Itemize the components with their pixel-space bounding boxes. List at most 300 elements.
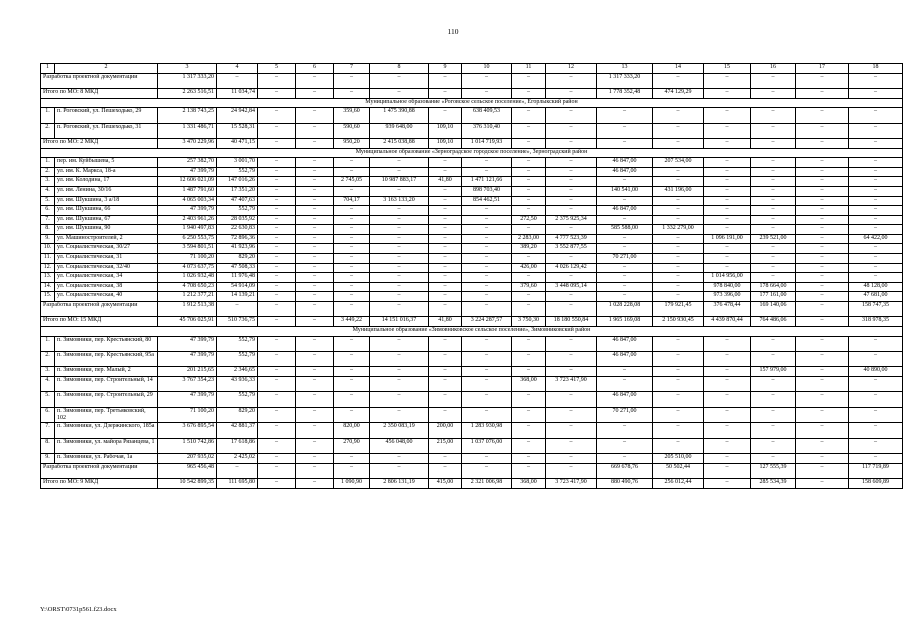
table-cell: – xyxy=(429,196,462,206)
table-cell: – xyxy=(370,463,429,478)
table-cell: 270,90 xyxy=(334,438,370,453)
table-cell: – xyxy=(597,138,653,148)
table-cell: – xyxy=(653,234,704,244)
table-cell: 41 923,96 xyxy=(217,244,258,254)
table-cell: – xyxy=(462,352,512,367)
table-cell: – xyxy=(597,123,653,138)
table-cell: – xyxy=(334,234,370,244)
table-cell: – xyxy=(296,108,334,123)
table-cell: – xyxy=(258,206,296,216)
table-cell: – xyxy=(653,423,704,438)
table-cell: – xyxy=(546,336,597,351)
table-cell: 1 026 932,48 xyxy=(158,273,217,283)
table-cell: 764 486,06 xyxy=(751,317,796,327)
table-cell: – xyxy=(258,138,296,148)
table-cell: – xyxy=(429,336,462,351)
row-address: ул. им. Шукшина, 90 xyxy=(55,225,158,235)
table-cell: 3 767 354,23 xyxy=(158,377,217,392)
table-cell: – xyxy=(512,167,546,177)
table-cell: – xyxy=(512,123,546,138)
table-cell: 17 351,20 xyxy=(217,186,258,196)
table-cell: – xyxy=(849,215,903,225)
table-cell: 117 719,89 xyxy=(849,463,903,478)
table-cell: – xyxy=(849,177,903,187)
table-cell: – xyxy=(704,138,751,148)
table-cell: – xyxy=(546,123,597,138)
table-cell: 590,60 xyxy=(334,123,370,138)
table-cell: 1 778 352,48 xyxy=(597,88,653,98)
table-cell: – xyxy=(751,423,796,438)
table-cell: 10 542 899,35 xyxy=(158,478,217,488)
table-cell: 1 940 497,83 xyxy=(158,225,217,235)
table-cell: – xyxy=(370,234,429,244)
table-cell: – xyxy=(849,167,903,177)
table-cell: 939 648,00 xyxy=(370,123,429,138)
table-cell: – xyxy=(334,186,370,196)
table-cell: 4 439 870,44 xyxy=(704,317,751,327)
table-cell: – xyxy=(796,336,849,351)
table-cell: 376 478,44 xyxy=(704,302,751,317)
table-cell: 638 409,53 xyxy=(462,108,512,123)
table-cell: – xyxy=(462,244,512,254)
table-cell: 2 350 083,19 xyxy=(370,423,429,438)
table-cell: – xyxy=(796,407,849,422)
table-cell: 456 048,00 xyxy=(370,438,429,453)
table-cell: 178 664,00 xyxy=(751,282,796,292)
table-cell: – xyxy=(796,254,849,264)
row-number: 1. xyxy=(41,108,55,123)
table-cell: – xyxy=(849,377,903,392)
row-label: Итого по МО: 15 МКД xyxy=(41,317,158,327)
table-cell: – xyxy=(258,254,296,264)
table-cell: – xyxy=(597,177,653,187)
table-cell: – xyxy=(751,167,796,177)
table-cell: – xyxy=(334,407,370,422)
table-cell: 46 847,00 xyxy=(597,167,653,177)
table-cell: – xyxy=(597,423,653,438)
table-cell: – xyxy=(334,206,370,216)
row-number: 3. xyxy=(41,367,55,377)
table-cell: 28 035,92 xyxy=(217,215,258,225)
table-cell: – xyxy=(849,438,903,453)
table-cell: 2 138 743,25 xyxy=(158,108,217,123)
table-cell: – xyxy=(796,88,849,98)
table-cell: – xyxy=(512,158,546,168)
table-cell: – xyxy=(258,352,296,367)
table-cell: – xyxy=(429,167,462,177)
table-cell: – xyxy=(370,206,429,216)
row-address: п. Зимовники, пер. Строительный, 29 xyxy=(55,392,158,407)
row-address: ул. Социалистическая, 34 xyxy=(55,273,158,283)
table-row xyxy=(41,292,903,302)
row-number: 9. xyxy=(41,453,55,463)
table-cell: – xyxy=(462,254,512,264)
table-cell: – xyxy=(296,263,334,273)
table-cell: – xyxy=(796,453,849,463)
table-cell: – xyxy=(546,186,597,196)
table-cell: 109,10 xyxy=(429,138,462,148)
table-cell: – xyxy=(429,73,462,88)
table-cell: – xyxy=(370,282,429,292)
table-cell: – xyxy=(512,196,546,206)
table-cell: – xyxy=(546,423,597,438)
table-cell: – xyxy=(849,123,903,138)
row-address: п. Роговский, ул. Пешеходько, 31 xyxy=(55,123,158,138)
table-cell: – xyxy=(370,302,429,317)
row-address: ул. Социалистическая, 38 xyxy=(55,282,158,292)
table-cell: 3 224 287,57 xyxy=(462,317,512,327)
table-cell: – xyxy=(334,215,370,225)
table-cell: 46 847,00 xyxy=(597,392,653,407)
table-cell: 2 415 038,88 xyxy=(370,138,429,148)
table-cell: – xyxy=(512,254,546,264)
table-cell: 285 534,39 xyxy=(751,478,796,488)
row-address: ул. Машиностроителей, 2 xyxy=(55,234,158,244)
table-cell: – xyxy=(849,244,903,254)
table-cell: 177 161,00 xyxy=(751,292,796,302)
row-number: 10. xyxy=(41,244,55,254)
table-cell: 1 317 333,20 xyxy=(158,73,217,88)
section-header-row xyxy=(41,148,903,158)
row-number: 1. xyxy=(41,336,55,351)
table-cell: 2 321 006,98 xyxy=(462,478,512,488)
table-cell: 272,50 xyxy=(512,215,546,225)
table-cell: – xyxy=(370,254,429,264)
summary-row xyxy=(41,317,903,327)
table-cell: – xyxy=(849,254,903,264)
table-cell: – xyxy=(751,138,796,148)
table-cell: 2 375 925,34 xyxy=(546,215,597,225)
table-cell: – xyxy=(653,438,704,453)
table-cell: – xyxy=(370,407,429,422)
row-number: 4. xyxy=(41,377,55,392)
table-cell: – xyxy=(296,186,334,196)
table-cell: – xyxy=(704,453,751,463)
table-cell: 1 475 390,88 xyxy=(370,108,429,123)
row-address: п. Зимовники, пер. Крестьянский, 80 xyxy=(55,336,158,351)
page-number: 110 xyxy=(447,27,459,36)
column-number-row xyxy=(41,64,903,74)
table-cell: – xyxy=(512,206,546,216)
table-cell: – xyxy=(796,123,849,138)
row-address: ул. Социалистическая, 32/40 xyxy=(55,263,158,273)
table-cell: – xyxy=(258,177,296,187)
table-cell: – xyxy=(849,407,903,422)
row-number: 9. xyxy=(41,234,55,244)
table-cell: – xyxy=(370,377,429,392)
column-number: 6 xyxy=(296,64,334,74)
column-number: 3 xyxy=(158,64,217,74)
table-cell: – xyxy=(462,215,512,225)
table-cell: – xyxy=(704,407,751,422)
table-cell: 552,79 xyxy=(217,352,258,367)
table-cell: – xyxy=(258,336,296,351)
table-cell: – xyxy=(704,206,751,216)
table-cell: – xyxy=(258,234,296,244)
table-cell: – xyxy=(849,336,903,351)
table-cell: 4 073 637,75 xyxy=(158,263,217,273)
table-cell: – xyxy=(546,392,597,407)
table-cell: – xyxy=(258,123,296,138)
table-cell: – xyxy=(512,73,546,88)
table-cell: – xyxy=(370,453,429,463)
table-cell: – xyxy=(796,167,849,177)
summary-row xyxy=(41,302,903,317)
column-number: 8 xyxy=(370,64,429,74)
column-number: 2 xyxy=(55,64,158,74)
table-cell: 205 510,00 xyxy=(653,453,704,463)
table-cell: – xyxy=(796,438,849,453)
table-row xyxy=(41,392,903,407)
table-cell: – xyxy=(429,273,462,283)
table-cell: 207 935,02 xyxy=(158,453,217,463)
table-row xyxy=(41,352,903,367)
table-cell: 318 978,35 xyxy=(849,317,903,327)
table-row xyxy=(41,177,903,187)
table-cell: – xyxy=(296,282,334,292)
row-number: 11. xyxy=(41,254,55,264)
row-number: 2. xyxy=(41,352,55,367)
table-cell: – xyxy=(849,392,903,407)
table-cell: – xyxy=(296,215,334,225)
table-cell: – xyxy=(796,186,849,196)
table-cell: – xyxy=(796,225,849,235)
table-cell: – xyxy=(462,302,512,317)
table-cell: – xyxy=(258,282,296,292)
table-cell: – xyxy=(512,352,546,367)
table-cell: – xyxy=(334,273,370,283)
table-cell: – xyxy=(796,367,849,377)
table-cell: 46 847,00 xyxy=(597,352,653,367)
table-cell: – xyxy=(296,478,334,488)
table-cell: 829,20 xyxy=(217,407,258,422)
table-cell: – xyxy=(751,215,796,225)
table-cell: – xyxy=(653,123,704,138)
table-cell: – xyxy=(751,177,796,187)
table-cell: – xyxy=(296,234,334,244)
table-cell: 6 250 553,75 xyxy=(158,234,217,244)
table-cell: 158 747,35 xyxy=(849,302,903,317)
table-cell: – xyxy=(296,453,334,463)
table-cell: 12 606 021,09 xyxy=(158,177,217,187)
table-cell: 46 847,00 xyxy=(597,158,653,168)
row-address: ул. им. Колодина, 17 xyxy=(55,177,158,187)
table-cell: – xyxy=(370,352,429,367)
table-cell: – xyxy=(704,367,751,377)
table-cell: – xyxy=(796,478,849,488)
table-cell: 71 100,20 xyxy=(158,407,217,422)
table-cell: 1 283 930,98 xyxy=(462,423,512,438)
table-cell: – xyxy=(462,377,512,392)
table-cell: 40 890,00 xyxy=(849,367,903,377)
table-cell: – xyxy=(334,225,370,235)
table-cell: – xyxy=(796,302,849,317)
table-cell: – xyxy=(653,196,704,206)
table-cell: 359,60 xyxy=(334,108,370,123)
table-cell: – xyxy=(653,177,704,187)
table-cell: – xyxy=(296,73,334,88)
table-cell: – xyxy=(258,244,296,254)
column-number: 9 xyxy=(429,64,462,74)
table-cell: – xyxy=(296,244,334,254)
table-cell: 3 470 229,96 xyxy=(158,138,217,148)
table-cell: – xyxy=(849,352,903,367)
table-cell: – xyxy=(704,167,751,177)
table-cell: 4 065 003,34 xyxy=(158,196,217,206)
table-cell: – xyxy=(258,478,296,488)
table-cell: 70 271,00 xyxy=(597,407,653,422)
table-cell: 1 912 513,38 xyxy=(158,302,217,317)
row-address: п. Зимовники, ул. Рабочая, 1а xyxy=(55,453,158,463)
table-row xyxy=(41,263,903,273)
table-cell: – xyxy=(704,215,751,225)
table-cell: 71 100,20 xyxy=(158,254,217,264)
table-cell: 510 736,75 xyxy=(217,317,258,327)
table-cell: – xyxy=(512,407,546,422)
table-cell: 379,60 xyxy=(512,282,546,292)
table-cell: – xyxy=(653,215,704,225)
table-cell: – xyxy=(296,336,334,351)
table-cell: – xyxy=(512,302,546,317)
table-cell: – xyxy=(796,273,849,283)
table-cell: – xyxy=(653,263,704,273)
table-cell: 18 180 550,84 xyxy=(546,317,597,327)
table-cell: 431 196,00 xyxy=(653,186,704,196)
table-cell: – xyxy=(429,292,462,302)
table-cell: – xyxy=(217,302,258,317)
table-cell: 54 914,09 xyxy=(217,282,258,292)
table-cell: – xyxy=(296,254,334,264)
row-number: 5. xyxy=(41,196,55,206)
table-cell: 40 471,15 xyxy=(217,138,258,148)
table-cell: – xyxy=(429,352,462,367)
table-cell: – xyxy=(704,244,751,254)
row-address: п. Зимовники, пер. Третьяковский, 102 xyxy=(55,407,158,422)
table-cell: – xyxy=(849,263,903,273)
table-cell: – xyxy=(429,263,462,273)
table-cell: – xyxy=(334,453,370,463)
row-address: ул. Социалистическая, 31 xyxy=(55,254,158,264)
table-cell: – xyxy=(704,225,751,235)
table-cell: – xyxy=(849,206,903,216)
table-cell: 48 128,00 xyxy=(849,282,903,292)
summary-row xyxy=(41,478,903,488)
table-cell: – xyxy=(258,377,296,392)
table-cell: – xyxy=(334,392,370,407)
table-cell: – xyxy=(462,73,512,88)
table-cell: 1 212 377,21 xyxy=(158,292,217,302)
table-cell: – xyxy=(462,392,512,407)
table-cell: 1 332 279,00 xyxy=(653,225,704,235)
row-number: 7. xyxy=(41,423,55,438)
table-cell: – xyxy=(796,138,849,148)
table-cell: 376 310,40 xyxy=(462,123,512,138)
table-row xyxy=(41,282,903,292)
table-cell: – xyxy=(796,463,849,478)
table-cell: 2 283,00 xyxy=(512,234,546,244)
table-cell: – xyxy=(704,196,751,206)
table-cell: – xyxy=(370,273,429,283)
table-cell: – xyxy=(296,177,334,187)
table-cell: 24 942,84 xyxy=(217,108,258,123)
table-cell: 965 456,48 xyxy=(158,463,217,478)
table-cell: – xyxy=(462,158,512,168)
table-cell: – xyxy=(334,463,370,478)
table-cell: – xyxy=(258,225,296,235)
table-cell: – xyxy=(429,88,462,98)
table-cell: 169 140,06 xyxy=(751,302,796,317)
table-cell: – xyxy=(296,463,334,478)
row-label: Разработка проектной документации xyxy=(41,302,158,317)
table-cell: – xyxy=(296,273,334,283)
table-cell: 46 847,00 xyxy=(597,336,653,351)
table-cell: – xyxy=(653,336,704,351)
table-cell: – xyxy=(462,167,512,177)
row-number: 1. xyxy=(41,158,55,168)
table-row xyxy=(41,206,903,216)
table-cell: – xyxy=(370,186,429,196)
row-address: п. Зимовники, ул. Дзержинского, 185а xyxy=(55,423,158,438)
table-cell: 41,80 xyxy=(429,177,462,187)
table-cell: – xyxy=(258,407,296,422)
table-cell: 704,17 xyxy=(334,196,370,206)
table-cell: – xyxy=(849,158,903,168)
table-cell: – xyxy=(849,88,903,98)
table-cell: 47 399,79 xyxy=(158,392,217,407)
row-number: 5. xyxy=(41,392,55,407)
table-cell: – xyxy=(704,263,751,273)
table-cell: – xyxy=(849,186,903,196)
table-cell: – xyxy=(370,167,429,177)
table-cell: – xyxy=(597,438,653,453)
table-cell: – xyxy=(751,196,796,206)
table-cell: – xyxy=(704,377,751,392)
table-cell: – xyxy=(462,367,512,377)
table-cell: – xyxy=(258,108,296,123)
row-address: п. Зимовники, пер. Малый, 2 xyxy=(55,367,158,377)
table-cell: – xyxy=(653,73,704,88)
table-cell: – xyxy=(429,407,462,422)
table-cell: – xyxy=(334,336,370,351)
row-number: 8. xyxy=(41,225,55,235)
file-path-footer: Y:\ORST\0731p561.f23.docx xyxy=(40,606,117,613)
table-cell: – xyxy=(704,73,751,88)
table-cell: – xyxy=(796,377,849,392)
row-label: Итого по МО: 2 МКД xyxy=(41,138,158,148)
section-title: Муниципальное образование «Роговское сельское поселение», Егорлыкский район xyxy=(41,98,903,108)
table-cell: – xyxy=(704,463,751,478)
table-cell: 10 987 883,17 xyxy=(370,177,429,187)
table-cell: – xyxy=(597,108,653,123)
table-cell: – xyxy=(462,292,512,302)
section-header-row xyxy=(41,98,903,108)
table-cell: 47 508,33 xyxy=(217,263,258,273)
table-cell: 42 881,37 xyxy=(217,423,258,438)
table-cell: 2 745,05 xyxy=(334,177,370,187)
table-cell: – xyxy=(429,463,462,478)
table-cell: 1 331 486,71 xyxy=(158,123,217,138)
table-cell: 45 706 025,91 xyxy=(158,317,217,327)
section-header-row xyxy=(41,327,903,337)
table-cell: – xyxy=(258,215,296,225)
table-cell: – xyxy=(597,263,653,273)
table-cell: – xyxy=(546,302,597,317)
table-cell: – xyxy=(512,88,546,98)
column-number: 11 xyxy=(512,64,546,74)
table-cell: – xyxy=(296,407,334,422)
table-cell: – xyxy=(334,263,370,273)
table-row xyxy=(41,254,903,264)
